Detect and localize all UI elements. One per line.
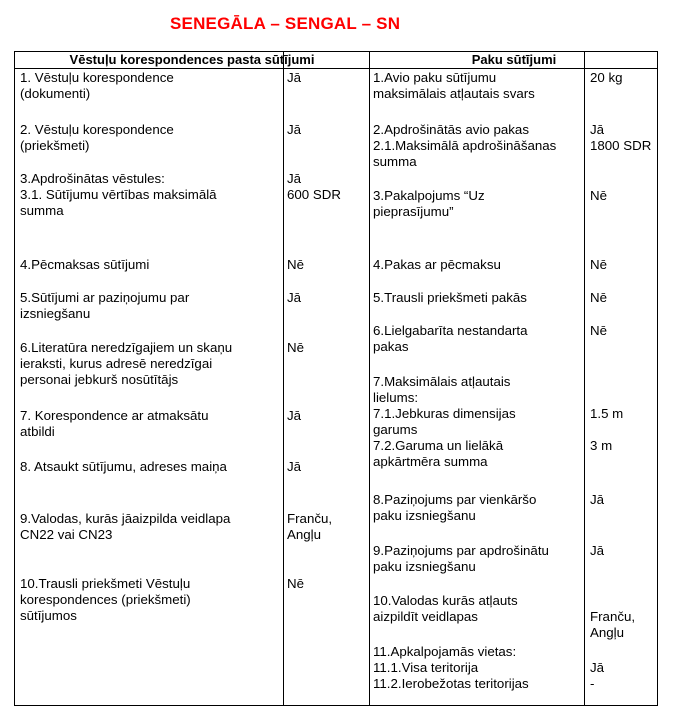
left-row-value: Jā bbox=[287, 290, 302, 305]
right-row-value: Jā bbox=[590, 543, 605, 558]
right-row-value: Nē bbox=[590, 257, 607, 272]
right-row-label: 10.Valodas kurās atļauts aizpildīt veidlapas bbox=[373, 593, 518, 624]
left-row-value: Jā 600 SDR bbox=[287, 171, 341, 202]
right-row-value: Jā bbox=[590, 492, 605, 507]
right-row-value: 20 kg bbox=[590, 70, 623, 85]
column-divider bbox=[584, 52, 585, 705]
page-title: SENEGĀLA – SENGAL – SN bbox=[170, 14, 401, 33]
right-row-value: 1.5 m 3 m bbox=[590, 406, 624, 453]
right-row-label: 3.Pakalpojums “Uz pieprasījumu” bbox=[373, 188, 485, 219]
left-row-value: Nē bbox=[287, 257, 304, 272]
services-table bbox=[14, 51, 658, 706]
left-row-label: 4.Pēcmaksas sūtījumi bbox=[20, 257, 150, 272]
right-row-label: 9.Paziņojums par apdrošinātu paku izsniegšanu bbox=[373, 543, 549, 574]
left-row-value: Jā bbox=[287, 408, 302, 423]
header-divider bbox=[15, 68, 657, 69]
left-row-value: Franču, Angļu bbox=[287, 511, 333, 542]
right-row-value: Jā - bbox=[590, 660, 605, 691]
left-row-label: 6.Literatūra neredzīgajiem un skaņu ieraksti, kurus adresē neredzīgai personai jebkurš nosūtītājs bbox=[20, 340, 233, 387]
left-row-label: 7. Korespondence ar atmaksātu atbildi bbox=[20, 408, 209, 439]
left-row-value: Nē bbox=[287, 340, 304, 355]
left-row-label: 10.Trausli priekšmeti Vēstuļu korespondences (priekšmeti) sūtījumos bbox=[20, 576, 191, 623]
right-row-label: 7.Maksimālais atļautais lielums: 7.1.Jebkuras dimensijas garums 7.2.Garuma un lielākā apkārtmēra summa bbox=[373, 374, 516, 469]
right-row-label: 5.Trausli priekšmeti pakās bbox=[373, 290, 527, 305]
column-divider bbox=[283, 52, 284, 705]
header-parcels: Paku sūtījumi bbox=[471, 52, 557, 67]
left-row-label: 8. Atsaukt sūtījumu, adreses maiņa bbox=[20, 459, 227, 474]
column-divider bbox=[369, 52, 370, 705]
left-row-value: Jā bbox=[287, 459, 302, 474]
right-row-label: 6.Lielgabarīta nestandarta pakas bbox=[373, 323, 528, 354]
right-row-value: Nē bbox=[590, 323, 607, 338]
left-row-value: Jā bbox=[287, 122, 302, 137]
left-row-label: 2. Vēstuļu korespondence (priekšmeti) bbox=[20, 122, 174, 153]
left-row-label: 9.Valodas, kurās jāaizpilda veidlapa CN22 vai CN23 bbox=[20, 511, 231, 542]
right-row-label: 1.Avio paku sūtījumu maksimālais atļautais svars bbox=[373, 70, 535, 101]
left-row-value: Nē bbox=[287, 576, 304, 591]
right-row-value: Nē bbox=[590, 290, 607, 305]
left-row-value: Jā bbox=[287, 70, 302, 85]
left-row-label: 5.Sūtījumi ar paziņojumu par izsniegšanu bbox=[20, 290, 190, 321]
right-row-label: 2.Apdrošinātās avio pakas 2.1.Maksimālā apdrošināšanas summa bbox=[373, 122, 557, 169]
right-row-value: Nē bbox=[590, 188, 607, 203]
left-row-label: 1. Vēstuļu korespondence (dokumenti) bbox=[20, 70, 174, 101]
header-letter-mail: Vēstuļu korespondences pasta sūtījumi bbox=[69, 52, 315, 67]
left-row-label: 3.Apdrošinātas vēstules: 3.1. Sūtījumu vērtības maksimālā summa bbox=[20, 171, 217, 218]
right-row-label: 4.Pakas ar pēcmaksu bbox=[373, 257, 501, 272]
right-row-label: 8.Paziņojums par vienkāršo paku izsniegšanu bbox=[373, 492, 537, 523]
right-row-value: Jā 1800 SDR bbox=[590, 122, 652, 153]
right-row-value: Franču, Angļu bbox=[590, 609, 636, 640]
right-row-label: 11.Apkalpojamās vietas: 11.1.Visa teritorija 11.2.Ierobežotas teritorijas bbox=[373, 644, 529, 691]
